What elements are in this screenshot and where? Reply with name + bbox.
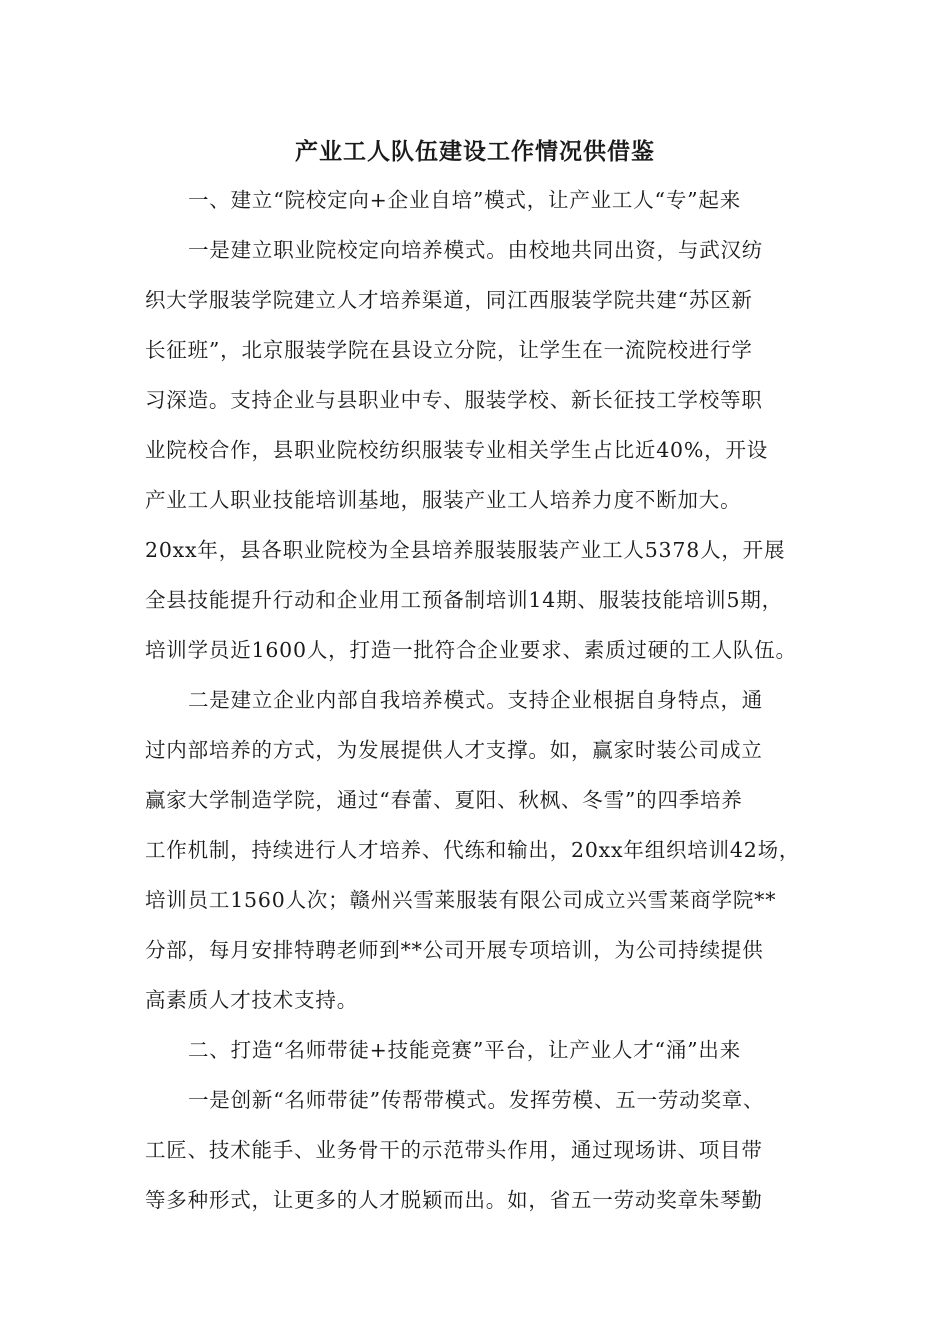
paragraph-line: 一是创新“名师带徒”传帮带模式。发挥劳模、五一劳动奖章、 xyxy=(188,1088,765,1112)
paragraph-line: 等多种形式，让更多的人才脱颖而出。如，省五一劳动奖章朱琴勤 xyxy=(145,1188,763,1212)
paragraph-line: 长征班”，北京服装学院在县设立分院，让学生在一流院校进行学 xyxy=(145,338,753,362)
section-heading: 二、打造“名师带徒+技能竞赛”平台，让产业人才“涌”出来 xyxy=(188,1038,741,1062)
paragraph-line: 赢家大学制造学院，通过“春蕾、夏阳、秋枫、冬雪”的四季培养 xyxy=(145,788,743,812)
paragraph-line: 业院校合作，县职业院校纺织服装专业相关学生占比近40%，开设 xyxy=(145,438,769,462)
paragraph-line: 过内部培养的方式，为发展提供人才支撑。如，赢家时装公司成立 xyxy=(145,738,763,762)
paragraph-line: 工作机制，持续进行人才培养、代练和输出，20xx年组织培训42场， xyxy=(145,838,801,862)
paragraph-line: 工匠、技术能手、业务骨干的示范带头作用，通过现场讲、项目带 xyxy=(145,1138,763,1162)
paragraph-line: 二是建立企业内部自我培养模式。支持企业根据自身特点，通 xyxy=(188,688,764,712)
paragraph-line: 20xx年，县各职业院校为全县培养服装服装产业工人5378人，开展 xyxy=(145,538,786,562)
paragraph-line: 一是建立职业院校定向培养模式。由校地共同出资，与武汉纺 xyxy=(188,238,764,262)
paragraph-line: 产业工人职业技能培训基地，服装产业工人培养力度不断加大。 xyxy=(145,488,742,512)
paragraph-line: 高素质人才技术支持。 xyxy=(145,988,358,1012)
document-title: 产业工人队伍建设工作情况供借鉴 xyxy=(295,138,655,165)
paragraph-line: 习深造。支持企业与县职业中专、服装学校、新长征技工学校等职 xyxy=(145,388,763,412)
paragraph-line: 培训员工1560人次；赣州兴雪莱服装有限公司成立兴雪莱商学院** xyxy=(145,888,777,912)
paragraph-line: 分部，每月安排特聘老师到**公司开展专项培训，为公司持续提供 xyxy=(145,938,764,962)
paragraph-line: 织大学服装学院建立人才培养渠道，同江西服装学院共建“苏区新 xyxy=(145,288,753,312)
section-heading: 一、建立“院校定向+企业自培”模式，让产业工人“专”起来 xyxy=(188,188,741,212)
paragraph-line: 全县技能提升行动和企业用工预备制培训14期、服装技能培训5期， xyxy=(145,588,783,612)
paragraph-line: 培训学员近1600人，打造一批符合企业要求、素质过硬的工人队伍。 xyxy=(145,638,797,662)
